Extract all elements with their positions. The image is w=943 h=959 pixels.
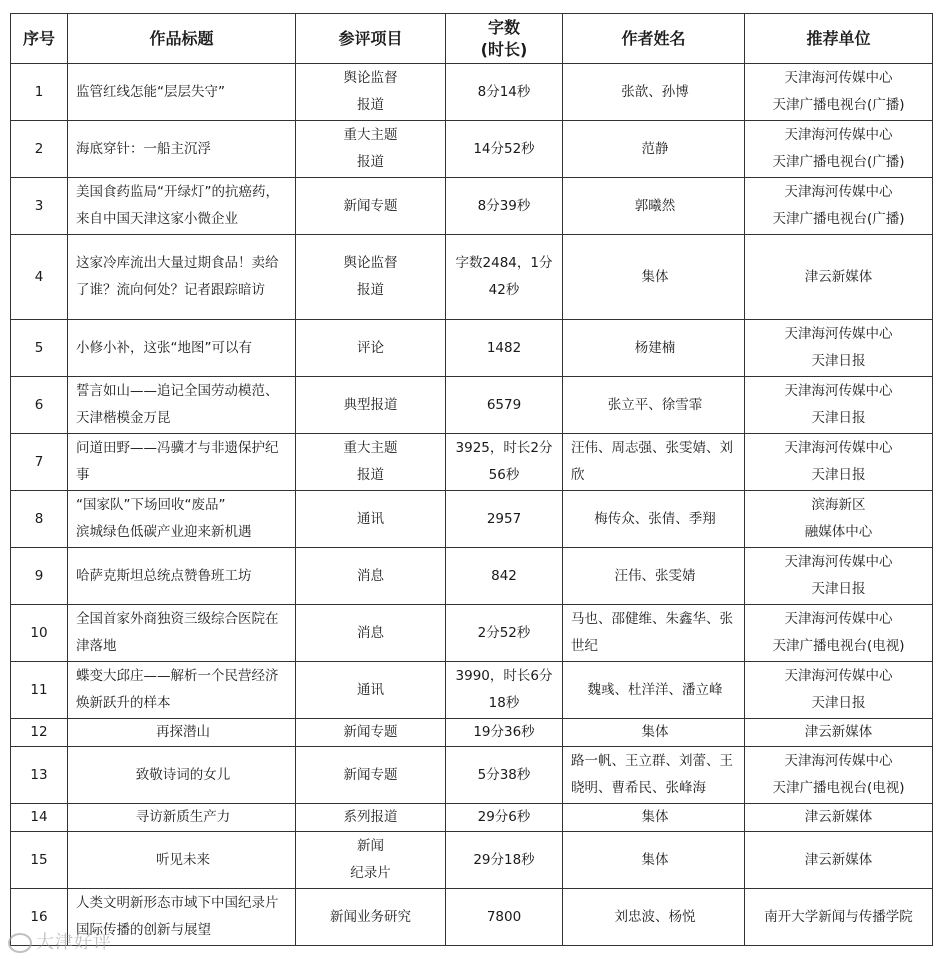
- cell-length: 19分36秒: [446, 719, 563, 747]
- cell-category: 舆论监督 报道: [296, 64, 446, 121]
- cell-length: 3990，时长6分18秒: [446, 662, 563, 719]
- table-row: [11, 804, 933, 832]
- cell-authors: 梅传众、张倩、季翔: [563, 491, 745, 548]
- header-category: 参评项目: [296, 14, 446, 64]
- cell-authors: 张立平、徐雪霏: [563, 377, 745, 434]
- cell-authors: 刘忠波、杨悦: [563, 889, 745, 946]
- cell-no: 11: [11, 662, 68, 719]
- cell-authors: 范静: [563, 121, 745, 178]
- header-unit: 推荐单位: [745, 14, 933, 64]
- cell-length: 8分14秒: [446, 64, 563, 121]
- cell-no: 15: [11, 832, 68, 889]
- cell-unit: 南开大学新闻与传播学院: [745, 889, 933, 946]
- cell-unit: 滨海新区 融媒体中心: [745, 491, 933, 548]
- cell-authors: 汪伟、周志强、张雯婧、刘欣: [563, 434, 745, 491]
- header-no: 序号: [11, 14, 68, 64]
- header-authors: 作者姓名: [563, 14, 745, 64]
- cell-authors: 郭曦然: [563, 178, 745, 235]
- cell-length: 1482: [446, 320, 563, 377]
- cell-no: 3: [11, 178, 68, 235]
- cell-category: 重大主题 报道: [296, 121, 446, 178]
- cell-no: 8: [11, 491, 68, 548]
- cell-unit: 津云新媒体: [745, 804, 933, 832]
- cell-authors: 集体: [563, 832, 745, 889]
- cell-category: 舆论监督 报道: [296, 235, 446, 320]
- cell-unit: 天津海河传媒中心 天津日报: [745, 662, 933, 719]
- table-row: [11, 178, 933, 235]
- table-row: [11, 434, 933, 491]
- cell-length: 29分18秒: [446, 832, 563, 889]
- table-row: [11, 889, 933, 946]
- cell-unit: 津云新媒体: [745, 832, 933, 889]
- cell-authors: 集体: [563, 804, 745, 832]
- cell-authors: 杨建楠: [563, 320, 745, 377]
- cell-length: 14分52秒: [446, 121, 563, 178]
- table-row: [11, 605, 933, 662]
- cell-length: 29分6秒: [446, 804, 563, 832]
- cell-authors: 集体: [563, 235, 745, 320]
- cell-authors: 集体: [563, 719, 745, 747]
- cell-length: 2957: [446, 491, 563, 548]
- cell-unit: 天津海河传媒中心 天津广播电视台(电视): [745, 605, 933, 662]
- cell-no: 7: [11, 434, 68, 491]
- cell-category: 典型报道: [296, 377, 446, 434]
- cell-title: 听见未来: [68, 832, 296, 889]
- cell-no: 16: [11, 889, 68, 946]
- table-row: [11, 747, 933, 804]
- cell-category: 重大主题 报道: [296, 434, 446, 491]
- cell-no: 9: [11, 548, 68, 605]
- cell-title: 全国首家外商独资三级综合医院在津落地: [68, 605, 296, 662]
- table-row: [11, 491, 933, 548]
- cell-no: 5: [11, 320, 68, 377]
- cell-length: 842: [446, 548, 563, 605]
- awards-table: [10, 13, 933, 946]
- cell-category: 通讯: [296, 491, 446, 548]
- cell-category: 消息: [296, 548, 446, 605]
- table-row: [11, 548, 933, 605]
- cell-category: 消息: [296, 605, 446, 662]
- cell-category: 新闻业务研究: [296, 889, 446, 946]
- cell-authors: 张歆、孙博: [563, 64, 745, 121]
- cell-title: 这家冷库流出大量过期食品！卖给了谁？流向何处？记者跟踪暗访: [68, 235, 296, 320]
- cell-category: 系列报道: [296, 804, 446, 832]
- table-header-row: [11, 14, 933, 64]
- cell-unit: 天津海河传媒中心 天津广播电视台(广播): [745, 64, 933, 121]
- cell-length: 字数2484，1分42秒: [446, 235, 563, 320]
- cell-no: 10: [11, 605, 68, 662]
- table-row: [11, 832, 933, 889]
- cell-title: 监管红线怎能“层层失守”: [68, 64, 296, 121]
- table-row: [11, 64, 933, 121]
- cell-title: 致敬诗词的女儿: [68, 747, 296, 804]
- cell-length: 2分52秒: [446, 605, 563, 662]
- cell-length: 6579: [446, 377, 563, 434]
- cell-no: 13: [11, 747, 68, 804]
- cell-authors: 汪伟、张雯婧: [563, 548, 745, 605]
- cell-title: 再探潜山: [68, 719, 296, 747]
- cell-title: 问道田野——冯骥才与非遗保护纪事: [68, 434, 296, 491]
- cell-authors: 魏彧、杜洋洋、潘立峰: [563, 662, 745, 719]
- cell-unit: 津云新媒体: [745, 235, 933, 320]
- cell-category: 新闻 纪录片: [296, 832, 446, 889]
- cell-title: 人类文明新形态市域下中国纪录片国际传播的创新与展望: [68, 889, 296, 946]
- cell-no: 4: [11, 235, 68, 320]
- cell-unit: 天津海河传媒中心 天津日报: [745, 320, 933, 377]
- cell-category: 评论: [296, 320, 446, 377]
- cell-category: 新闻专题: [296, 747, 446, 804]
- cell-category: 通讯: [296, 662, 446, 719]
- table-row: [11, 719, 933, 747]
- watermark-text: 大津好评: [36, 932, 112, 953]
- cell-no: 6: [11, 377, 68, 434]
- cell-unit: 天津海河传媒中心 天津广播电视台(广播): [745, 178, 933, 235]
- table-row: [11, 662, 933, 719]
- cell-title: 誓言如山——追记全国劳动模范、天津楷模金万昆: [68, 377, 296, 434]
- cell-length: 8分39秒: [446, 178, 563, 235]
- cell-no: 14: [11, 804, 68, 832]
- table-row: [11, 320, 933, 377]
- header-title: 作品标题: [68, 14, 296, 64]
- cell-title: 哈萨克斯坦总统点赞鲁班工坊: [68, 548, 296, 605]
- cell-length: 5分38秒: [446, 747, 563, 804]
- cell-length: 7800: [446, 889, 563, 946]
- cell-no: 1: [11, 64, 68, 121]
- cell-authors: 路一帆、王立群、刘蕾、王晓明、曹希民、张峰海: [563, 747, 745, 804]
- cell-title: 小修小补，这张“地图”可以有: [68, 320, 296, 377]
- cell-title: 美国食药监局“开绿灯”的抗癌药，来自中国天津这家小微企业: [68, 178, 296, 235]
- cell-unit: 天津海河传媒中心 天津日报: [745, 377, 933, 434]
- cell-title: 蝶变大邱庄——解析一个民营经济焕新跃升的样本: [68, 662, 296, 719]
- cell-title: “国家队”下场回收“废品” 滨城绿色低碳产业迎来新机遇: [68, 491, 296, 548]
- table-row: [11, 235, 933, 320]
- cell-title: 寻访新质生产力: [68, 804, 296, 832]
- cell-length: 3925，时长2分56秒: [446, 434, 563, 491]
- cell-no: 2: [11, 121, 68, 178]
- cell-unit: 天津海河传媒中心 天津日报: [745, 548, 933, 605]
- cell-unit: 天津海河传媒中心 天津广播电视台(电视): [745, 747, 933, 804]
- table-row: [11, 121, 933, 178]
- cell-title: 海底穿针：一船主沉浮: [68, 121, 296, 178]
- cell-no: 12: [11, 719, 68, 747]
- cell-unit: 津云新媒体: [745, 719, 933, 747]
- table-row: [11, 377, 933, 434]
- cell-unit: 天津海河传媒中心 天津日报: [745, 434, 933, 491]
- cell-category: 新闻专题: [296, 178, 446, 235]
- cell-authors: 马也、邵健维、朱鑫华、张世纪: [563, 605, 745, 662]
- cell-unit: 天津海河传媒中心 天津广播电视台(广播): [745, 121, 933, 178]
- header-length: 字数 (时长): [446, 14, 563, 64]
- cell-category: 新闻专题: [296, 719, 446, 747]
